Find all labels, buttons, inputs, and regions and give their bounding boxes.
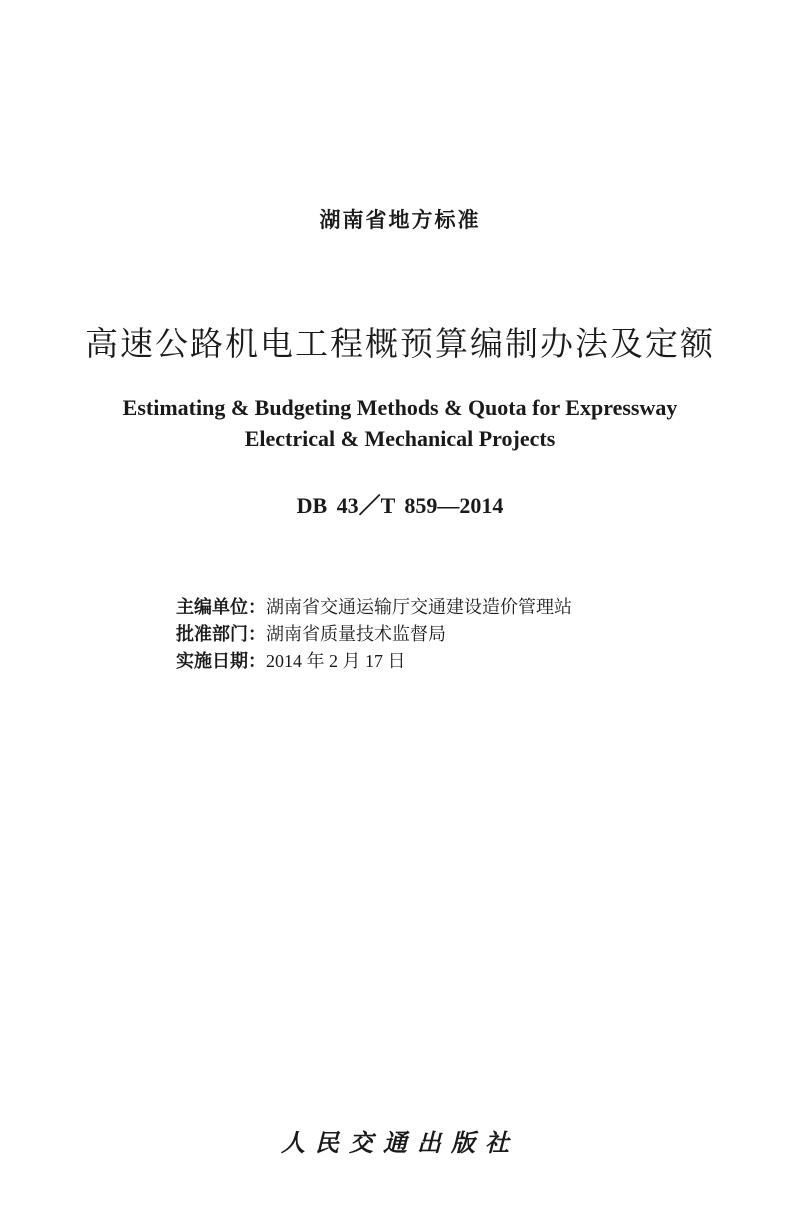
info-row-approver (176, 621, 572, 648)
title-english-line-1: Estimating & Budgeting Methods & Quota for Expressway (122, 395, 678, 420)
info-value: 2014 年 2 月 17 日 (266, 651, 406, 671)
publisher-name: 人民交通出版社 (281, 1128, 519, 1157)
info-label: 主编单位： (176, 597, 266, 618)
document-title-chinese: 高速公路机电工程概预算编制办法及定额 (85, 324, 715, 363)
info-row-editor (176, 594, 572, 621)
info-row-effective-date (176, 648, 572, 675)
title-english-line-2: Electrical & Mechanical Projects (244, 426, 556, 451)
info-label: 实施日期： (176, 651, 266, 672)
document-title-english (0, 392, 800, 454)
standard-code: DB 43／T 859—2014 (296, 493, 504, 518)
info-value: 湖南省交通运输厅交通建设造价管理站 (266, 597, 572, 617)
info-label: 批准部门： (176, 624, 266, 645)
info-value: 湖南省质量技术监督局 (266, 624, 446, 644)
standard-category: 湖南省地方标准 (319, 208, 481, 232)
publication-info (176, 594, 572, 675)
